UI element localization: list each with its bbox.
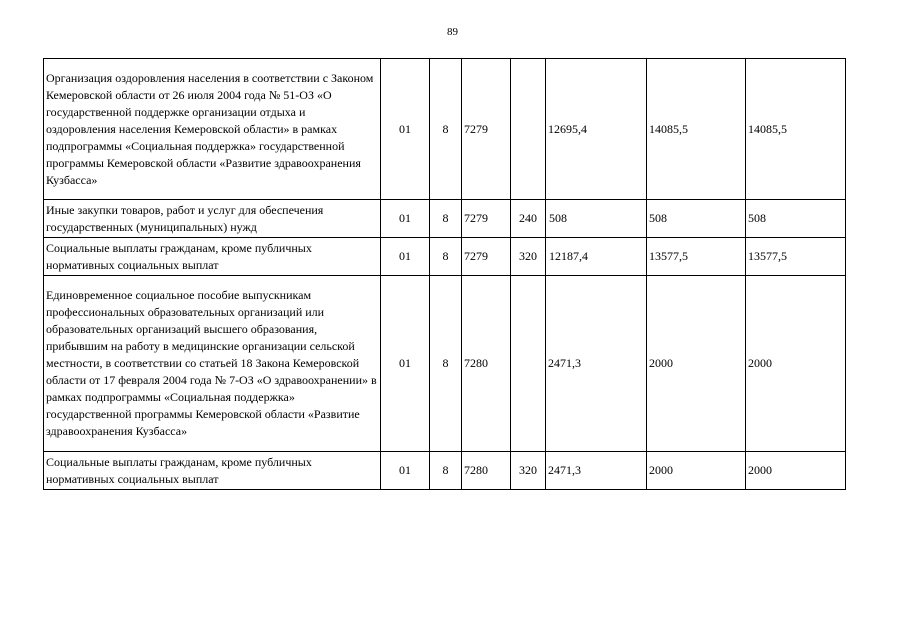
page-number: 89 <box>447 26 458 38</box>
code-cell: 01 <box>381 276 430 452</box>
table-row <box>44 238 846 276</box>
amount-cell: 508 <box>546 200 647 238</box>
amount-cell: 13577,5 <box>746 238 846 276</box>
code-cell: 01 <box>381 200 430 238</box>
table-row <box>44 276 846 452</box>
code-cell: 01 <box>381 452 430 490</box>
code-cell: 320 <box>511 452 546 490</box>
code-cell: 7280 <box>462 452 511 490</box>
amount-cell: 2471,3 <box>546 276 647 452</box>
row-description: Иные закупки товаров, работ и услуг для обеспечения государственных (муниципальных) нужд <box>44 200 381 238</box>
code-cell: 8 <box>430 59 462 200</box>
amount-cell: 13577,5 <box>647 238 746 276</box>
amount-cell: 2000 <box>647 276 746 452</box>
row-description: Социальные выплаты гражданам, кроме публичных нормативных социальных выплат <box>44 452 381 490</box>
amount-cell: 14085,5 <box>746 59 846 200</box>
code-cell: 01 <box>381 238 430 276</box>
amount-cell: 12187,4 <box>546 238 647 276</box>
code-cell <box>511 276 546 452</box>
amount-cell: 2000 <box>746 452 846 490</box>
amount-cell: 2471,3 <box>546 452 647 490</box>
code-cell: 7280 <box>462 276 511 452</box>
code-cell: 8 <box>430 276 462 452</box>
code-cell <box>511 59 546 200</box>
code-cell: 8 <box>430 452 462 490</box>
row-description: Организация оздоровления населения в соответствии с Законом Кемеровской области от 26 июля 2004 года № 51-ОЗ «О государственной поддержке организации отдыха и оздоровления населения Кемеровской области» в рамках подпрограммы «Социальная поддержка» государственной программы Кемеровской области «Развитие здравоохранения Кузбасса» <box>44 59 381 200</box>
row-description: Социальные выплаты гражданам, кроме публичных нормативных социальных выплат <box>44 238 381 276</box>
amount-cell: 2000 <box>746 276 846 452</box>
amount-cell: 14085,5 <box>647 59 746 200</box>
table-row <box>44 59 846 200</box>
code-cell: 320 <box>511 238 546 276</box>
budget-table <box>43 58 846 490</box>
code-cell: 7279 <box>462 200 511 238</box>
code-cell: 7279 <box>462 59 511 200</box>
amount-cell: 508 <box>746 200 846 238</box>
code-cell: 8 <box>430 200 462 238</box>
code-cell: 240 <box>511 200 546 238</box>
table-row <box>44 200 846 238</box>
code-cell: 01 <box>381 59 430 200</box>
row-description: Единовременное социальное пособие выпускникам профессиональных образовательных организаций или образовательных организаций высшего образования, прибывшим на работу в медицинские организации сельской местности, в соответствии со статьей 18 Закона Кемеровской области от 17 февраля 2004 года № 7-ОЗ «О здравоохранении» в рамках подпрограммы «Социальная поддержка» государственной программы Кемеровской области «Развитие здравоохранения Кузбасса» <box>44 276 381 452</box>
amount-cell: 2000 <box>647 452 746 490</box>
table-row <box>44 452 846 490</box>
amount-cell: 12695,4 <box>546 59 647 200</box>
code-cell: 8 <box>430 238 462 276</box>
amount-cell: 508 <box>647 200 746 238</box>
code-cell: 7279 <box>462 238 511 276</box>
